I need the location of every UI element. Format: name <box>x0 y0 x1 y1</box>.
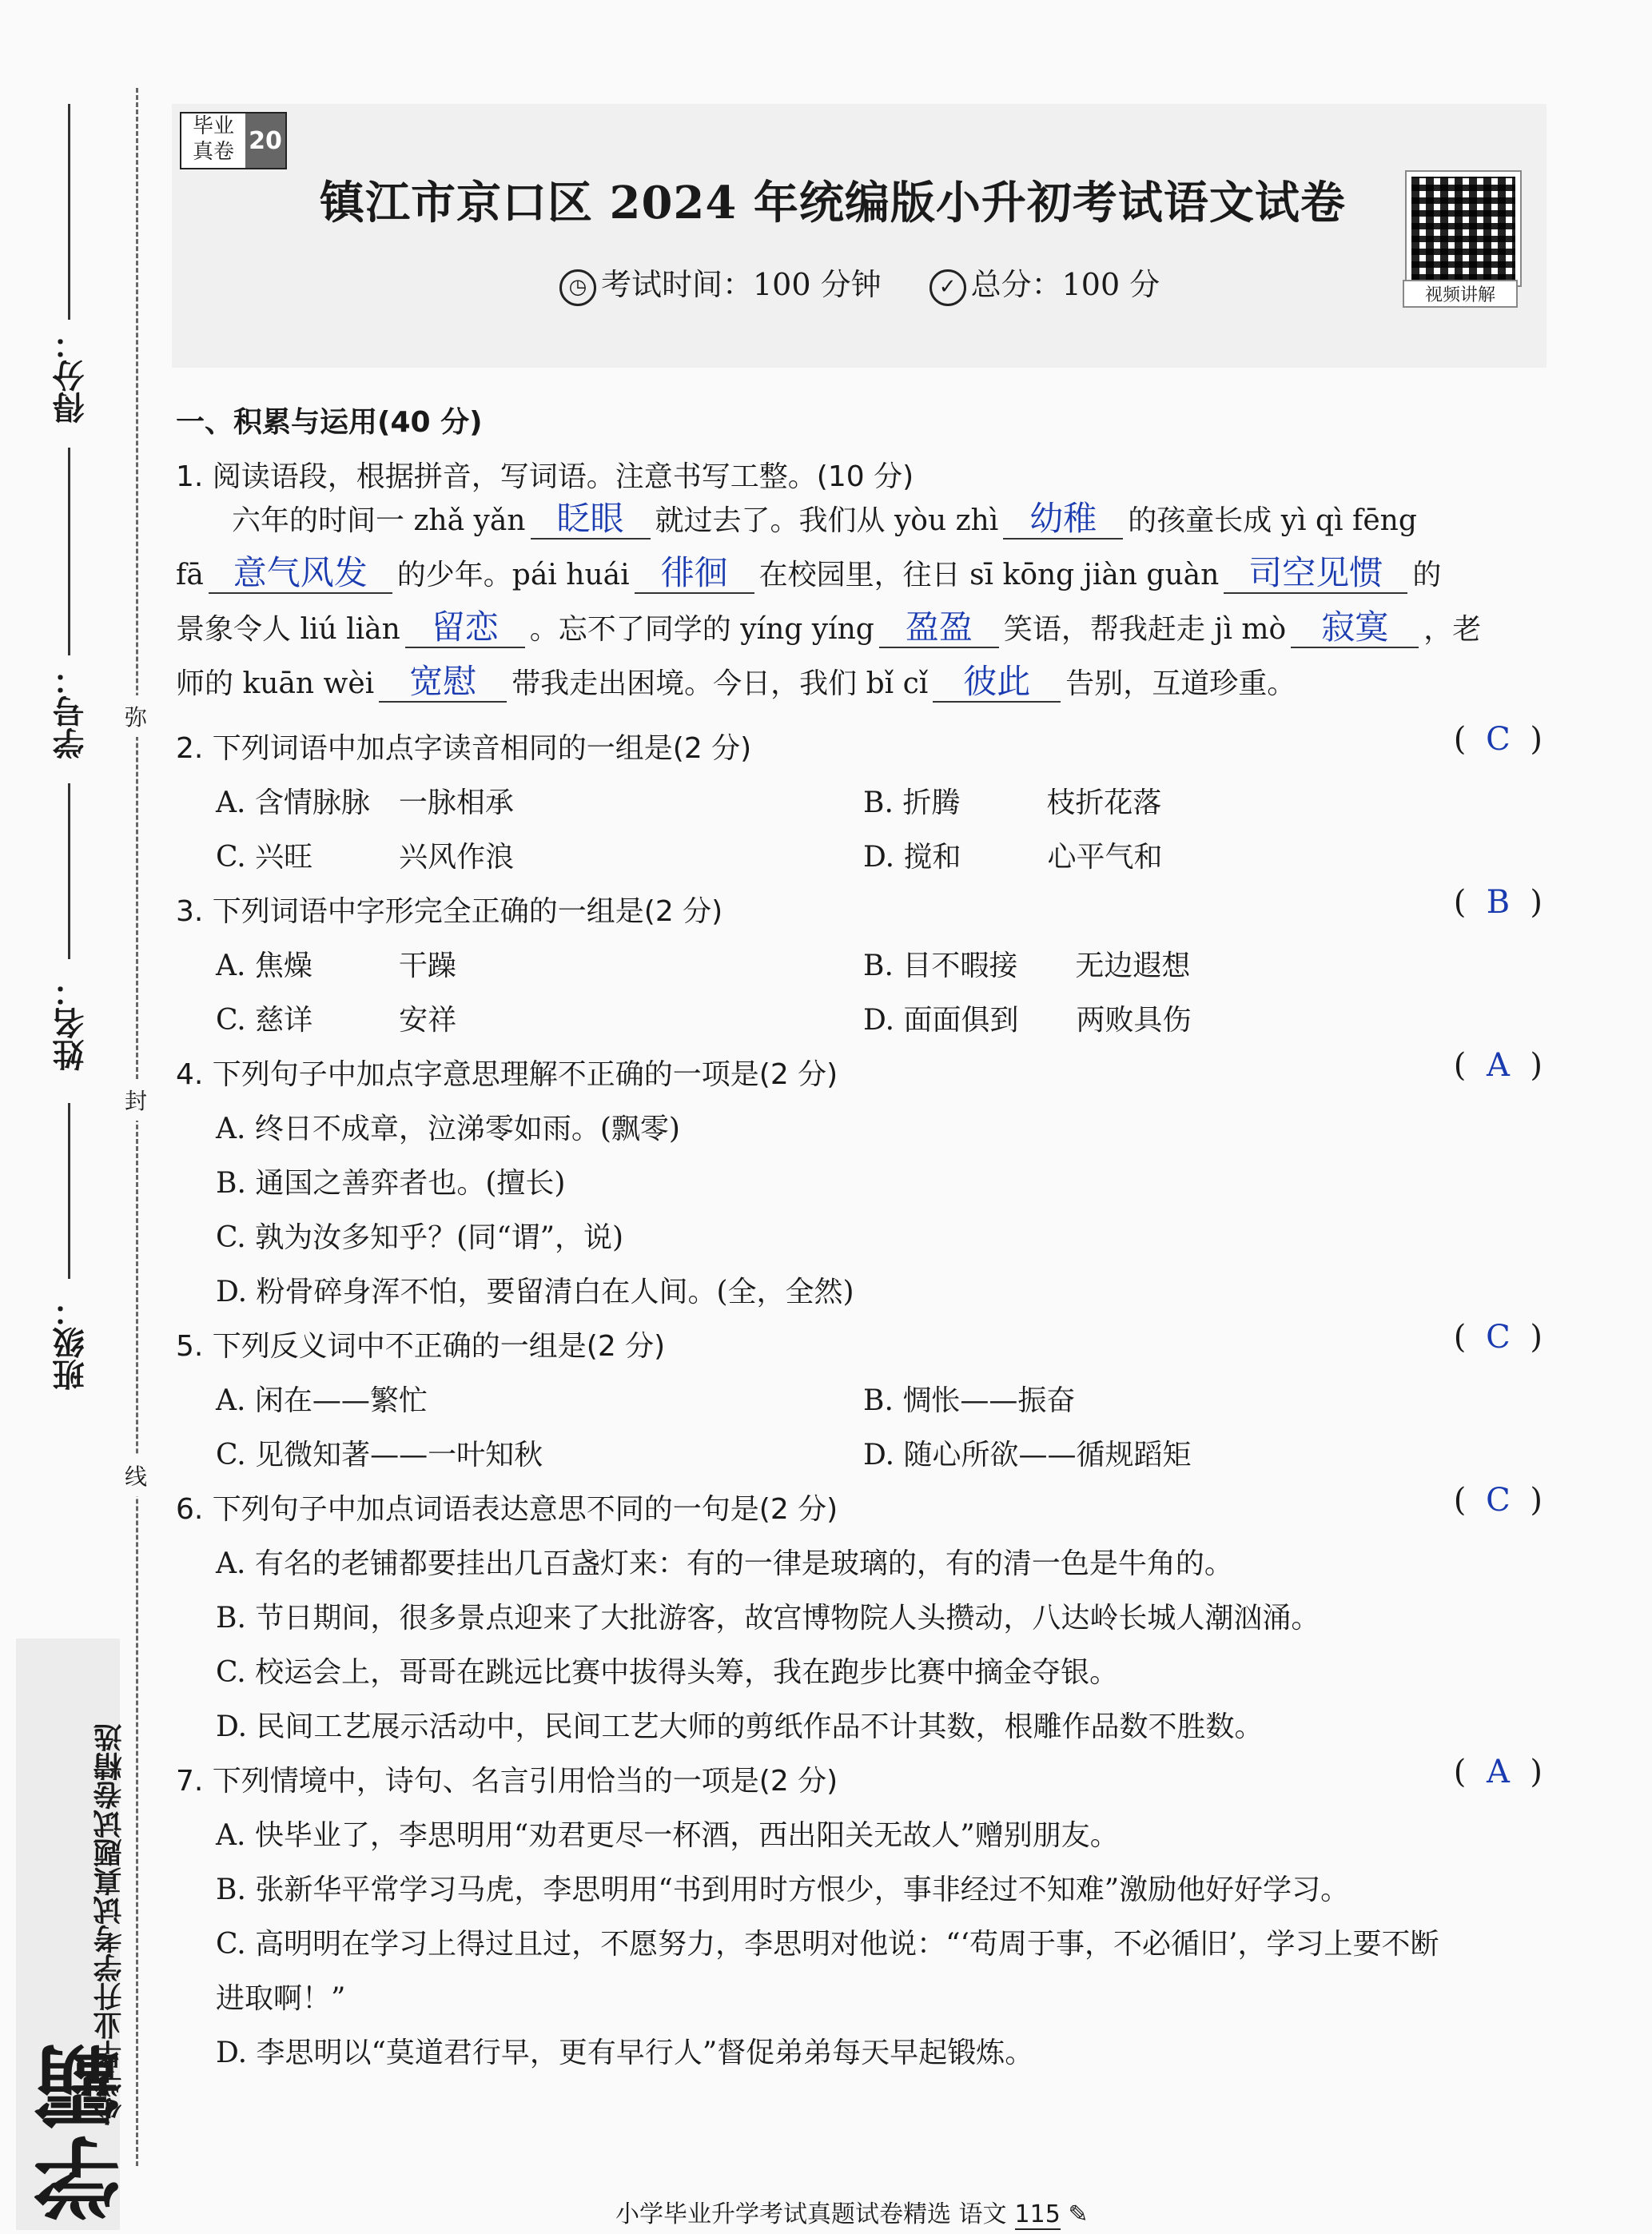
q7-answer-value[interactable]: A <box>1486 1754 1510 1790</box>
q1-text: ，老 <box>1423 613 1482 646</box>
q3-stem: 3. 下列词语中字形完全正确的一组是(2 分) <box>176 895 723 928</box>
cut-char-2: 封 <box>125 1079 147 1121</box>
q7-answer: ( A ) <box>1453 1754 1543 1790</box>
q2-option-d: D. 搅和 心平气和 <box>863 841 1163 874</box>
q5-stem: 5. 下列反义词中不正确的一组是(2 分) <box>176 1330 666 1363</box>
q1-line1 <box>232 494 1417 548</box>
brand-small: 小学毕业升学考试真题试卷精选 <box>94 1723 126 2126</box>
header-band <box>172 104 1547 368</box>
q3-answer: ( B ) <box>1453 884 1543 921</box>
q1-text: fā <box>176 559 204 591</box>
page-footer <box>615 2194 1089 2229</box>
exam-total: 总分：100 分 <box>970 267 1160 302</box>
q1-answer-blank[interactable]: 寂寞 <box>1291 608 1419 648</box>
q2-option-a: A. 含情脉脉 一脉相承 <box>216 786 514 819</box>
q1-answer-blank[interactable]: 彼此 <box>933 663 1061 703</box>
q1-answer-blank[interactable]: 盈盈 <box>879 608 999 648</box>
badge-line1: 毕业 <box>192 114 234 138</box>
exam-meta <box>559 260 1160 306</box>
clock-icon: ◷ <box>559 269 596 306</box>
q5-option-d: D. 随心所欲——循规蹈矩 <box>863 1439 1192 1471</box>
q5-answer: ( C ) <box>1453 1319 1543 1356</box>
q1-text: 在校园里，往日 sī kōng jiàn guàn <box>758 559 1220 591</box>
q1-text: 景象令人 liú liàn <box>176 613 400 646</box>
cut-line <box>136 88 138 2166</box>
q3-option-b: B. 目不暇接 无边遐想 <box>863 950 1191 982</box>
check-icon: ✓ <box>929 269 966 306</box>
q5-answer-value[interactable]: C <box>1486 1319 1511 1356</box>
q3-option-a: A. 焦燥 干躁 <box>216 950 456 982</box>
exam-badge <box>180 112 287 169</box>
q4-option-d: D. 粉骨碎身浑不怕，要留清白在人间。(全，全然) <box>216 1276 854 1308</box>
q7-option-c-cont: 进取啊！” <box>216 1982 346 2015</box>
q7-option-b: B. 张新华平常学习马虎，李思明用“书到用时方恨少，事非经过不知难”激励他好好学习。 <box>216 1874 1350 1906</box>
q5-option-c: C. 见微知著——一叶知秋 <box>216 1439 543 1471</box>
q7-stem: 7. 下列情境中，诗句、名言引用恰当的一项是(2 分) <box>176 1765 838 1798</box>
q6-option-a: A. 有名的老铺都要挂出几百盏灯来：有的一律是玻璃的，有的清一色是牛角的。 <box>216 1547 1233 1580</box>
q3-option-d: D. 面面俱到 两败具伤 <box>863 1004 1192 1037</box>
q1-answer-blank[interactable]: 徘徊 <box>635 554 754 594</box>
q2-stem: 2. 下列词语中加点字读音相同的一组是(2 分) <box>176 732 752 765</box>
q1-text: 就过去了。我们从 yòu zhì <box>655 504 999 537</box>
q1-answer-blank[interactable]: 司空见惯 <box>1224 554 1407 594</box>
q1-text: 的少年。pái huái <box>396 559 630 591</box>
q5-option-a: A. 闲在——繁忙 <box>216 1384 428 1417</box>
q4-option-c: C. 孰为汝多知乎？(同“谓”，说) <box>216 1221 624 1254</box>
q2-option-b: B. 折腾 枝折花落 <box>863 786 1162 819</box>
name-label: 姓名： <box>53 975 90 1071</box>
q4-answer: ( A ) <box>1453 1047 1543 1084</box>
class-label: 班级： <box>53 1295 90 1391</box>
q2-answer: ( C ) <box>1453 721 1543 758</box>
score-line <box>68 104 70 320</box>
page-title: 镇江市京口区 2024 年统编版小升初考试语文试卷 <box>320 177 1346 229</box>
q1-line2 <box>176 548 1441 603</box>
q4-option-b: B. 通国之善弈者也。(擅长) <box>216 1167 566 1200</box>
id-label: 学号： <box>53 663 90 759</box>
q1-answer-blank[interactable]: 幼稚 <box>1003 500 1123 540</box>
q2-option-c: C. 兴旺 兴风作浪 <box>216 841 515 874</box>
q6-option-d: D. 民间工艺展示活动中，民间工艺大师的剪纸作品不计其数，根雕作品数不胜数。 <box>216 1710 1264 1743</box>
q1-answer-blank[interactable]: 眨眼 <box>531 500 651 540</box>
score-label: 得分： <box>53 328 90 424</box>
q7-option-a: A. 快毕业了，李思明用“劝君更尽一杯酒，西出阳关无故人”赠别朋友。 <box>216 1819 1119 1852</box>
brand-big: 学霸 <box>33 2040 135 2222</box>
q6-answer-value[interactable]: C <box>1486 1482 1511 1519</box>
class-line <box>68 1103 70 1279</box>
page-number: 115 <box>1014 2200 1061 2228</box>
footer-text: 小学毕业升学考试真题试卷精选 语文 <box>615 2200 1007 2228</box>
badge-line2: 真卷 <box>192 140 234 164</box>
qr-code-icon[interactable] <box>1407 172 1520 285</box>
q1-answer-blank[interactable]: 宽慰 <box>379 663 507 703</box>
q4-option-a: A. 终日不成章，泣涕零如雨。(飘零) <box>216 1113 680 1145</box>
q3-option-c: C. 慈详 安祥 <box>216 1004 457 1037</box>
q6-option-c: C. 校运会上，哥哥在跳远比赛中拔得头筹，我在跑步比赛中摘金夺银。 <box>216 1656 1119 1689</box>
q1-text: 。忘不了同学的 yíng yíng <box>529 613 874 646</box>
q1-line3 <box>176 603 1481 657</box>
q1-text: 师的 kuān wèi <box>176 667 375 700</box>
q7-option-c: C. 高明明在学习上得过且过，不愿努力，李思明对他说：“‘苟周于事，不必循旧’，学习上要不断 <box>216 1928 1439 1961</box>
q6-option-b: B. 节日期间，很多景点迎来了大批游客，故宫博物院人头攒动，八达岭长城人潮汹涌。 <box>216 1602 1320 1635</box>
q1-answer-blank[interactable]: 意气风发 <box>209 554 392 594</box>
pen-icon: ✎ <box>1060 2200 1089 2228</box>
q7-option-d: D. 李思明以“莫道君行早，更有早行人”督促弟弟每天早起锻炼。 <box>216 2037 1034 2069</box>
exam-time: 考试时间：100 分钟 <box>601 267 882 302</box>
q1-line4 <box>176 657 1296 711</box>
q1-stem: 1. 阅读语段，根据拼音，写词语。注意书写工整。(10 分) <box>176 460 914 493</box>
q3-answer-value[interactable]: B <box>1486 884 1511 921</box>
q1-text: 的孩童长成 yì qì fēng <box>1128 504 1417 537</box>
q2-answer-value[interactable]: C <box>1486 721 1511 758</box>
cut-char-3: 线 <box>125 1455 147 1496</box>
q1-text: 六年的时间一 zhǎ yǎn <box>232 504 526 537</box>
q1-answer-blank[interactable]: 留恋 <box>405 608 525 648</box>
q4-stem: 4. 下列句子中加点字意思理解不正确的一项是(2 分) <box>176 1058 838 1091</box>
cut-char-1: 弥 <box>125 695 147 737</box>
q1-text: 告别，互道珍重。 <box>1065 667 1296 700</box>
section-title: 一、积累与运用(40 分) <box>176 406 483 439</box>
q6-answer: ( C ) <box>1453 1482 1543 1519</box>
q6-stem: 6. 下列句子中加点词语表达意思不同的一句是(2 分) <box>176 1493 838 1526</box>
qr-label[interactable]: 视频讲解 <box>1403 280 1518 308</box>
q5-option-b: B. 惆怅——振奋 <box>863 1384 1076 1417</box>
q1-text: 带我走出困境。今日，我们 bǐ cǐ <box>512 667 929 700</box>
id-line <box>68 448 70 655</box>
q1-text: 的 <box>1412 559 1442 591</box>
q1-text: 笑语，帮我赶走 jì mò <box>1003 613 1287 646</box>
badge-number: 20 <box>245 113 285 168</box>
q4-answer-value[interactable]: A <box>1486 1047 1510 1084</box>
brand-logo <box>16 1639 135 2230</box>
name-line <box>68 783 70 959</box>
